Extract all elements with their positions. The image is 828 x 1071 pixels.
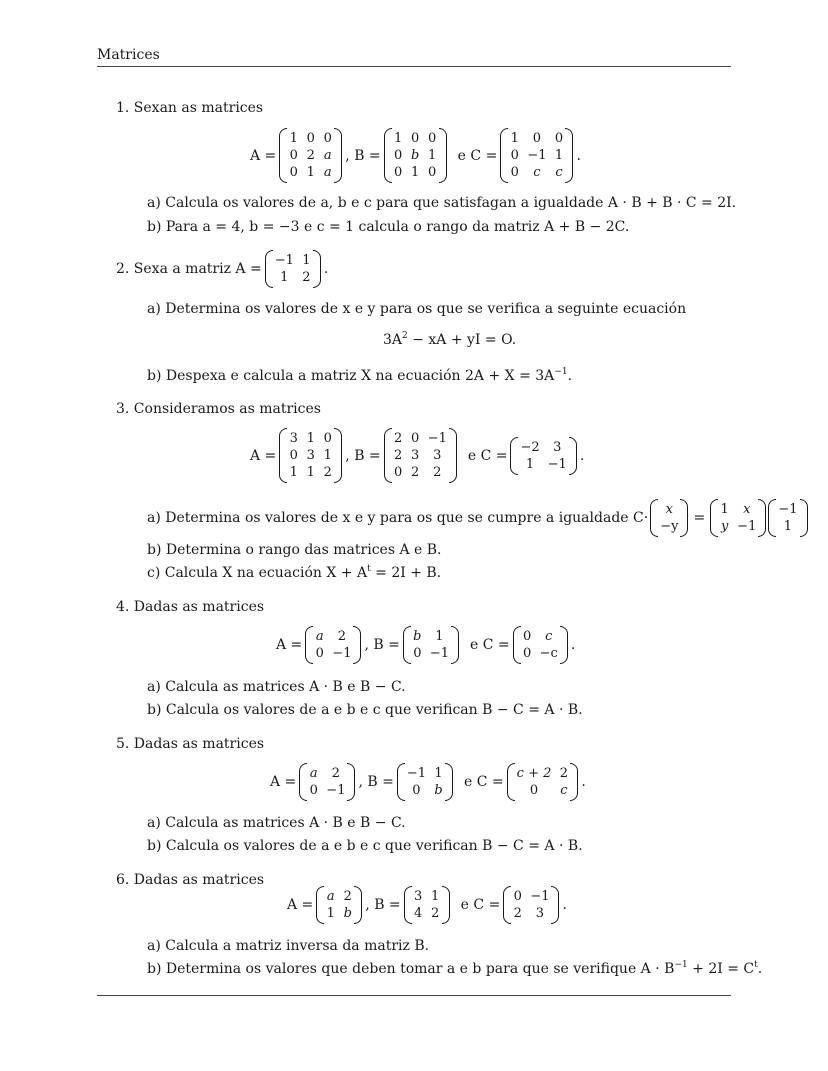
- matrix-grid: [307, 766, 347, 798]
- problem-6-equation: [287, 886, 567, 924]
- problem-1-equation: [250, 128, 581, 183]
- matrix-grid: [515, 766, 571, 798]
- problem-6-part-b: [147, 961, 762, 977]
- vector-minus-1-1: [768, 499, 807, 537]
- lhs-C: e C =: [467, 447, 508, 464]
- part-c-main: c) Calcula X na ecuación X + A: [147, 565, 368, 581]
- matrix-cell: 2: [394, 448, 403, 463]
- right-paren: [570, 763, 578, 801]
- matrix-A: [316, 886, 362, 924]
- matrix-B: [397, 763, 453, 801]
- part-b-main: b) Determina os valores que deben tomar a e b para que se verifique A · B: [147, 961, 675, 977]
- problem-4-equation: [276, 626, 575, 664]
- matrix-cell: 0: [413, 646, 422, 661]
- problem-3-part-a: [147, 499, 808, 537]
- problem-4-part-a: a) Calcula as matrices A · B e B − C.: [147, 679, 406, 695]
- matrix-cell: 0: [306, 131, 315, 146]
- lhs-A: A =: [250, 147, 277, 164]
- lhs-C: e C =: [470, 637, 510, 653]
- period: .: [576, 147, 581, 164]
- matrix-cell: 1: [431, 889, 440, 904]
- matrix-cell: 3: [553, 439, 562, 455]
- matrix-cell: 1: [280, 270, 289, 285]
- matrix-cell: a: [323, 148, 332, 163]
- footer-rule: [97, 995, 731, 996]
- right-paren: [445, 763, 453, 801]
- left-paren: [265, 250, 273, 288]
- matrix-cell: 0: [428, 131, 437, 146]
- problem-4-label: 4. Dadas as matrices: [116, 599, 265, 615]
- matrix-grid: [508, 131, 565, 180]
- matrix-cell: 0: [428, 165, 437, 180]
- matrix-grid: [287, 131, 334, 180]
- matrix-cell: a: [323, 165, 332, 180]
- matrix-cell: −1: [332, 646, 352, 661]
- matrix-cell: 2: [323, 465, 332, 480]
- problem-2-part-a: a) Determina os valores de x e y para os que se verifica a seguinte ecuación: [147, 301, 687, 317]
- page-title: Matrices: [97, 47, 160, 63]
- left-paren: [710, 499, 718, 537]
- matrix-cell: 0: [523, 646, 532, 661]
- matrix-grid: [718, 502, 758, 534]
- problem-5-equation: [270, 763, 586, 801]
- matrix-grid: [273, 253, 313, 285]
- part-b-end: .: [757, 961, 763, 977]
- matrix-cell: 2: [343, 889, 352, 904]
- eq-main: 3A: [383, 332, 403, 348]
- right-paren: [565, 128, 573, 183]
- matrix-cell: 0: [523, 629, 532, 644]
- right-paren: [551, 886, 559, 924]
- matrix-cell: 0: [411, 431, 420, 446]
- right-paren: [313, 250, 321, 288]
- lhs-B: , B =: [358, 774, 394, 790]
- matrix-grid: [776, 502, 799, 534]
- left-paren: [404, 886, 412, 924]
- matrix-cell: 2: [302, 270, 311, 285]
- matrix-A: [265, 250, 321, 288]
- matrix-cell: 1: [394, 131, 403, 146]
- matrix-cell: 0: [394, 148, 403, 163]
- matrix-cell: 3: [433, 448, 442, 463]
- left-paren: [305, 626, 313, 664]
- matrix-cell: x: [743, 502, 751, 517]
- matrix-cell: 1: [510, 131, 519, 146]
- part-b-mid: + 2I = C: [687, 961, 755, 977]
- matrix-cell: c: [555, 165, 563, 180]
- part-b-sup: −1: [674, 960, 688, 970]
- left-paren: [397, 763, 405, 801]
- matrix-cell: 3: [535, 906, 545, 921]
- right-paren: [353, 626, 361, 664]
- matrix-cell: 2: [431, 906, 440, 921]
- matrix-cell: 1: [306, 431, 315, 446]
- part-c-sup: t: [367, 564, 371, 574]
- matrix-cell: −1: [737, 519, 757, 534]
- matrix-cell: 0: [289, 165, 298, 180]
- period: .: [579, 447, 585, 464]
- matrix-cell: 1: [783, 519, 793, 534]
- lhs-B: , B =: [345, 147, 381, 164]
- matrix-cell: 0: [323, 131, 332, 146]
- matrix-cell: 1: [323, 448, 332, 463]
- left-paren: [384, 128, 392, 183]
- matrix-cell: 3: [414, 889, 423, 904]
- matrix-cell: 1: [720, 502, 729, 517]
- matrix-cell: 0: [289, 148, 298, 163]
- right-paren: [451, 626, 459, 664]
- matrix-cell: 3: [289, 431, 298, 446]
- right-paren: [347, 763, 355, 801]
- matrix-cell: 2: [513, 906, 522, 921]
- period: .: [581, 774, 586, 790]
- problem-2-equation: [383, 332, 516, 348]
- matrix-B: [384, 428, 457, 483]
- problem-5-part-a: a) Calcula as matrices A · B e B − C.: [147, 815, 406, 831]
- matrix-cell: 1: [326, 906, 335, 921]
- matrix-cell: 0: [554, 131, 564, 146]
- left-paren: [279, 128, 287, 183]
- matrix-cell: 3: [411, 448, 420, 463]
- matrix-cell: 2: [411, 465, 420, 480]
- lhs-B: , B =: [364, 637, 400, 653]
- matrix-cell: b: [413, 629, 422, 644]
- matrix-cell: a: [309, 766, 318, 781]
- matrix-cell: 0: [394, 165, 403, 180]
- matrix-grid: [518, 440, 568, 472]
- right-paren: [758, 499, 766, 537]
- matrix-A: [299, 763, 355, 801]
- vector-x-y: [650, 499, 688, 537]
- right-paren: [334, 128, 342, 183]
- matrix-cell: 1: [554, 148, 564, 163]
- problem-1-part-b: b) Para a = 4, b = −3 e c = 1 calcula o rango da matriz A + B − 2C.: [147, 219, 630, 235]
- lhs-B: , B =: [365, 897, 401, 913]
- matrix-cell: c + 2: [516, 766, 552, 781]
- matrix-cell: 0: [510, 148, 519, 163]
- matrix-C: [503, 886, 559, 924]
- matrix-grid: [405, 766, 445, 798]
- problem-3-part-c: [147, 565, 441, 581]
- matrix-cell: 2: [394, 431, 403, 446]
- matrix-B: [384, 128, 447, 183]
- lhs-B: , B =: [345, 447, 381, 464]
- eq-rest: − xA + yI = O.: [407, 332, 517, 348]
- problem-2-heading: [116, 250, 328, 288]
- matrix-cell: c: [545, 629, 553, 644]
- problem-3-label: 3. Consideramos as matrices: [116, 401, 321, 417]
- problem-5-part-b: b) Calcula os valores de a e b e c que verifican B − C = A · B.: [147, 838, 583, 854]
- problem-2-part-b: [147, 368, 572, 384]
- matrix-cell: 1: [289, 465, 298, 480]
- matrix-cell: −y: [660, 519, 679, 534]
- part-c-rest: = 2I + B.: [370, 565, 442, 581]
- part-b-main: b) Despexa e calcula a matriz X na ecuación 2A + X = 3A: [147, 368, 555, 384]
- problem-3-equation: [250, 428, 584, 483]
- right-paren: [569, 437, 577, 475]
- matrix-cell: y: [720, 519, 729, 534]
- problem-1-part-a: a) Calcula os valores de a, b e c para que satisfagan a igualdade A · B + B · C = 2I.: [147, 195, 737, 211]
- problem-1-label: 1. Sexan as matrices: [116, 100, 264, 116]
- right-paren: [354, 886, 362, 924]
- period: .: [562, 897, 567, 913]
- matrix-cell: −1: [274, 253, 294, 268]
- matrix-cell: 0: [323, 431, 332, 446]
- matrix-cell: 2: [433, 465, 442, 480]
- lhs-C: e C =: [460, 897, 501, 913]
- matrix-cell: 0: [412, 783, 421, 798]
- matrix-C: [500, 128, 573, 183]
- lhs-A: A =: [287, 897, 314, 913]
- matrix-C: [507, 763, 579, 801]
- header-rule: [97, 66, 731, 67]
- matrix-cell: x: [665, 502, 673, 517]
- matrix-grid: [411, 629, 451, 661]
- lhs-A: A =: [250, 447, 277, 464]
- matrix-grid: [392, 131, 439, 180]
- problem-4-part-b: b) Calcula os valores de a e b e c que verifican B − C = A · B.: [147, 702, 583, 718]
- matrix-cell: 0: [394, 465, 403, 480]
- matrix-grid: [511, 889, 551, 921]
- right-paren: [442, 886, 450, 924]
- problem-5-label: 5. Dadas as matrices: [116, 736, 265, 752]
- left-paren: [299, 763, 307, 801]
- matrix-grid: [313, 629, 353, 661]
- matrix-cell: −1: [778, 502, 798, 517]
- matrix-cell: 1: [302, 253, 311, 268]
- left-paren: [768, 499, 776, 537]
- matrix-cell: 0: [315, 646, 324, 661]
- matrix-cell: b: [411, 148, 420, 163]
- left-paren: [403, 626, 411, 664]
- problem-6-part-a: a) Calcula a matriz inversa da matriz B.: [147, 938, 430, 954]
- matrix-cell: 0: [513, 889, 522, 904]
- right-paren: [439, 128, 447, 183]
- matrix-cell: c: [560, 783, 568, 798]
- part-b-end: .: [567, 368, 573, 384]
- matrix-cell: 1: [306, 465, 315, 480]
- left-paren: [279, 428, 287, 483]
- matrix-A: [305, 626, 361, 664]
- matrix-cell: 2: [559, 766, 569, 781]
- matrix-1-x: [710, 499, 766, 537]
- right-paren: [680, 499, 688, 537]
- matrix-cell: 1: [434, 766, 443, 781]
- matrix-cell: −1: [527, 148, 547, 163]
- matrix-cell: 0: [411, 131, 420, 146]
- problem-3-part-b: b) Determina o rango das matrices A e B.: [147, 542, 442, 558]
- left-paren: [503, 886, 511, 924]
- matrix-cell: 4: [414, 906, 423, 921]
- matrix-cell: 2: [337, 629, 347, 644]
- equals: =: [693, 510, 706, 526]
- period: .: [323, 261, 329, 277]
- matrix-cell: 1: [289, 131, 298, 146]
- matrix-cell: −1: [429, 646, 450, 661]
- matrix-cell: 0: [289, 448, 298, 463]
- lhs-A: A =: [276, 637, 303, 653]
- matrix-A: [279, 128, 342, 183]
- left-paren: [513, 626, 521, 664]
- matrix-grid: [392, 431, 449, 480]
- matrix-cell: 2: [331, 766, 341, 781]
- matrix-cell: 2: [306, 148, 315, 163]
- matrix-cell: −1: [530, 889, 550, 904]
- left-paren: [650, 499, 658, 537]
- matrix-cell: 1: [435, 629, 444, 644]
- matrix-cell: −c: [539, 646, 558, 661]
- matrix-cell: 0: [529, 783, 539, 798]
- lhs-C: e C =: [464, 774, 504, 790]
- matrix-cell: −2: [520, 439, 540, 455]
- matrix-B: [403, 626, 459, 664]
- matrix-grid: [324, 889, 354, 921]
- matrix-cell: 0: [510, 165, 519, 180]
- matrix-cell: −1: [427, 431, 447, 446]
- matrix-cell: c: [533, 165, 541, 180]
- matrix-cell: b: [434, 783, 443, 798]
- matrix-cell: a: [326, 889, 335, 904]
- left-paren: [510, 437, 518, 475]
- right-paren: [334, 428, 342, 483]
- matrix-cell: 0: [532, 131, 542, 146]
- matrix-cell: −1: [406, 766, 427, 781]
- matrix-A: [279, 428, 342, 483]
- matrix-grid: [412, 889, 442, 921]
- matrix-grid: [287, 431, 334, 480]
- matrix-B: [404, 886, 450, 924]
- right-paren: [560, 626, 568, 664]
- lhs-A: A =: [270, 774, 297, 790]
- part-b-sup2: t: [754, 960, 758, 970]
- matrix-cell: b: [343, 906, 352, 921]
- matrix-cell: −1: [326, 783, 346, 798]
- left-paren: [500, 128, 508, 183]
- part-b-sup: −1: [554, 367, 568, 377]
- matrix-C: [513, 626, 568, 664]
- matrix-cell: 1: [306, 165, 315, 180]
- matrix-cell: 3: [306, 448, 315, 463]
- matrix-grid: [521, 629, 560, 661]
- matrix-grid: [658, 502, 680, 534]
- matrix-cell: 0: [309, 783, 318, 798]
- left-paren: [316, 886, 324, 924]
- eq-sup: 2: [402, 331, 408, 341]
- part-a-text: a) Determina os valores de x e y para os que se cumpre a igualdade C·: [147, 510, 649, 526]
- matrix-cell: 1: [428, 148, 437, 163]
- left-paren: [384, 428, 392, 483]
- matrix-cell: a: [315, 629, 324, 644]
- matrix-cell: −1: [547, 456, 567, 472]
- right-paren: [449, 428, 457, 483]
- problem-6-label: 6. Dadas as matrices: [116, 872, 265, 888]
- matrix-cell: 1: [411, 165, 420, 180]
- left-paren: [507, 763, 515, 801]
- problem-2-label: 2. Sexa a matriz A =: [116, 261, 262, 277]
- matrix-cell: 1: [525, 456, 535, 472]
- period: .: [570, 637, 576, 653]
- matrix-C: [510, 437, 576, 475]
- lhs-C: e C =: [457, 147, 498, 164]
- right-paren: [800, 499, 808, 537]
